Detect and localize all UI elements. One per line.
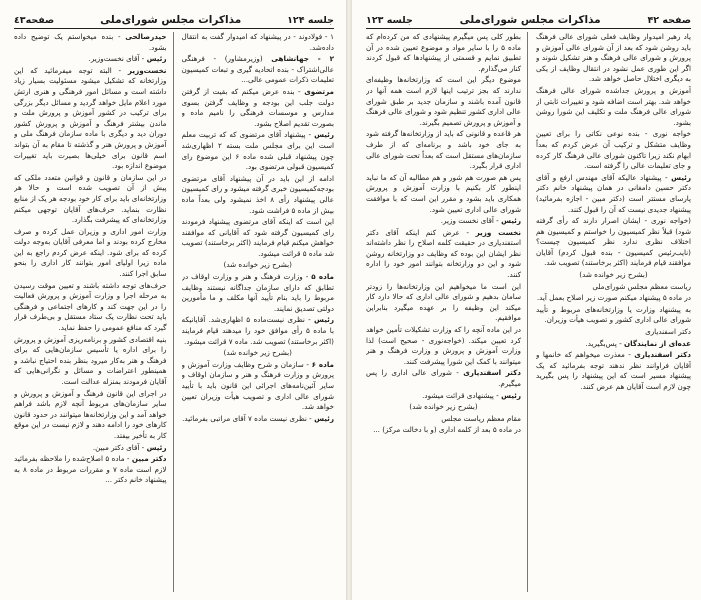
- speech-paragraph: [14, 227, 167, 280]
- paragraph-text: - آقای دکتر مبین.: [92, 442, 145, 452]
- paragraph-text: - آقای نخست‌وزیر.: [88, 54, 145, 64]
- speech-paragraph: [536, 282, 691, 293]
- paragraph-text: خواجه نوری - بنده نوعی نکاتی را برای تعیین وظایف متشکل و ترکیب آن عرض کردم که بعداً ابهام نکند زیرا تاکنون شورای عالی فرهنگ کار کرده و جای تعلیمات عالی را گرفته است.: [536, 129, 691, 171]
- speaker-name: رئیس: [501, 390, 521, 400]
- right-page-number: صفحه ۴۲: [647, 15, 691, 26]
- speech-paragraph: [536, 86, 691, 128]
- paragraph-text: در این ماده آنچه را که وزارت تشکیلات تأمین خواهد کرد تعیین میکند. (خواجه‌نوری - صحیح است) لذا وزارت آموزش و پرورش و وزارت فرهنگ و هنر میتوانند با کمک این شورا پیشرفت کنند.: [366, 325, 521, 366]
- paragraph-text: به پیشنهاد وزارت یا وزارتخانه‌های مربوط و تأیید شورای عالی اداری کشور و تصویب هیأت وزیران.: [536, 304, 691, 325]
- paragraph-text: این است ما میخواهیم این وزارتخانه‌ها را زودتر سامان بدهیم و شورای عالی اداری که حالا دارد کار میکند این وظیفه را بر عهده میگیرد بنابراین موافقیم.: [366, 281, 521, 323]
- left-page-session: جلسه ۱۲۴: [287, 15, 334, 26]
- speech-paragraph: [182, 32, 335, 53]
- paragraph-text: ادامه از این باید در آن پیشنهاد آقای مرتضوی بودجه‌کمیسیون خبری گرفته میشود و رای کمیسیون عالی پیشنهاد رأی ۸ اخذ نمیشود ولی بعداً ماده بیش از ماده ۵ فراشت شود.: [181, 173, 334, 215]
- left-page-right-column: [182, 32, 335, 592]
- speech-paragraph: [366, 216, 521, 227]
- speaker-name: دکتر اسفندیاری: [463, 368, 521, 378]
- speech-paragraph: [182, 217, 335, 259]
- speech-paragraph: [366, 325, 521, 367]
- paragraph-text: ۱ - فولادوند - در پیشنهاد که امیدوار گفت به انتقال داده‌شد.: [181, 32, 334, 52]
- speaker-name: ماده ۶: [311, 359, 334, 369]
- read-aloud-note: [182, 260, 335, 271]
- speaker-name: عده‌ای از نمایندگان: [624, 338, 691, 348]
- speech-paragraph: [182, 54, 335, 86]
- paragraph-text: (بشرح زیر خوانده شد): [223, 260, 292, 270]
- left-page-header: [14, 14, 334, 29]
- speech-paragraph: [536, 350, 691, 392]
- speech-paragraph: [366, 414, 521, 425]
- right-page-left-column: [366, 32, 528, 592]
- speaker-name: مرتضوی: [304, 86, 334, 96]
- speech-paragraph: [182, 315, 335, 347]
- paragraph-text: - نظری نیست‌ماده ۵ اظهاری‌شد. آقایانیکه با ماده ۵ رأی موافق خود را میدهند قیام فرمایند (اکثر برخاستند) تصویب شد. ماده ۷ قرائت میشود.: [181, 315, 334, 346]
- speaker-name: ۲ - جهانشاهی: [271, 54, 334, 64]
- read-aloud-note: [366, 402, 521, 413]
- right-page-title: مذاکرات مجلس شورای‌ملی: [459, 14, 601, 26]
- speech-paragraph: [366, 129, 521, 171]
- left-page-title: مذاکرات مجلس شورای‌ملی: [100, 14, 242, 26]
- paragraph-text: موضوع دیگر این است که وزارتخانه‌ها وظیفه‌ای ندارند که بجز ترتیب اینها لازم است همه آنها در قانون آمده باشند و سازمان جدید بر طبق شورای عالی اداری کشور تنظیم شود و شورای عالی فرهنگ و آموزش و پرورش تصمیم بگیرند.: [366, 75, 521, 127]
- paragraph-text: - آقای نخست وزیر.: [440, 216, 499, 226]
- paragraph-text: - عرض کنم اینکه آقای دکتر استفندیاری در حقیقت کلمه اصلاح را نظر داشته‌اند نظر ایشان این بوده که وظایف دو وزارتخانه روشن شود و این دو وزارتخانه بتوانند امور خود را اداره کنند.: [366, 227, 521, 280]
- speech-paragraph: [14, 173, 167, 226]
- paragraph-text: آموزش و پرورش جداشده شورای عالی فرهنگ خواهد شد. بهتر است اضافه شود و تغییرات ثابتی از شورای عالی فرهنگ ملت و تکلیف این شورا روشن بشود.: [536, 85, 691, 127]
- speech-paragraph: [182, 87, 335, 129]
- speech-paragraph: [536, 305, 691, 326]
- paragraph-text: (بشرح زیر خوانده شد): [409, 402, 478, 412]
- paragraph-text: - نظری نیست ماده ۷ آقای مراتبی بفرمائید.: [182, 413, 312, 423]
- paragraph-text: در این سازمان و قانون و قوانین متعدد ملکی که پیش از آن تصویب شده است و حالا هر وزارتخانه‌ای باید برای کار خود بودجه هر یک از منابع نظارت بنماید. حرف‌های آقایان توجهی میکنم وزارتخانه‌ای که پیشرفت بگذارد.: [14, 172, 167, 225]
- paragraph-text: در ماده ۵ پیشنهاد میکنم صورت زیر اصلاح بعمل آید.: [536, 293, 691, 303]
- paragraph-text: بنیه اقتصادی کشور و برنامه‌ریزی آموزش و پرورش را برای اداره یا تأسیس سازمان‌هایی که برای فرهنگ و هنر به‌کار میرود بنظر بنده احتیاج نباشد و همینطور اعتراضات و مسائل و نگرانی‌هایی که آقایان فرمودند بمنزله عدالت است.: [14, 334, 167, 386]
- read-aloud-note: [182, 348, 335, 359]
- speaker-name: ماده ۵: [311, 272, 334, 282]
- paragraph-text: (بشرح زیر خوانده شد): [223, 348, 292, 358]
- speech-paragraph: [14, 335, 167, 388]
- paragraph-text: (وزیرمشاور) - فرهنگی‌ عالی‌اشتراک - بنده اتحادیه گیری و تبعات کمیسیون‌ تعلیمات ذکرات عمومی عالی...: [181, 54, 334, 85]
- paragraph-text: - سازمان و شرح وظایف وزارت آموزش و پرورش و وزارت فرهنگ و هنر و سازمان اوقاف و سایر آئین‌نامه‌های اجرائی این قانون باید با تأیید شورای عالی اداری و تصویب هیأت وزیران تعیین خواهد شد.: [181, 359, 334, 412]
- speech-paragraph: [536, 129, 691, 171]
- speech-paragraph: [536, 293, 691, 304]
- speech-paragraph: [14, 389, 167, 442]
- left-page-columns: [14, 32, 334, 592]
- speech-paragraph: [536, 339, 691, 350]
- paragraph-text: - البته توجه میفرمائید که این وزارتخانه که تشکیل میشود مسئولیت بسیار زیاد داشته است و مسائل امور فرهنگی و هنری ارتش مورد اعلام مایل خواهد گردید و مسائل دیگر بزرگی برای ترکیب در کشور آموزش و پرورش ملت و ماندن بیشتر فرهنگ و آموزش و پرورش کشور دوران دید و دیگری با ماده سازمان فرهنگ ملی و آموزش و پرورش هنر و گذشته تا مقام به آن بتواند اسم قانون برای خیلی‌ها بصیرت باید تغییرات موضوع اندازه بود.: [14, 65, 167, 171]
- paragraph-text: (خواجه نوری - ایشان اصرار دارند که رأی گرفته شود) قبلاً نظر کمیسیون را خواستم و کمیسیون هم اختلاف نظری ندارد نظر کمیسیون چیست؟ (نایب‌رئیس کمیسیون - بنده قبول کردم) آقایان موافقند قیام فرمایند (اکثر برخاستند) تصویب شد.: [536, 216, 691, 268]
- speech-paragraph: [14, 54, 167, 65]
- paragraph-text: بطور کلی پس میگیرم پیشنهادی که من کرده‌ام که ماده ۵ را با سایر مواد و موضوع تعیین شده در آن تطبیق نمایم و قسمتی از پیشنهادها که قبول کردند کنار می‌گذارم.: [366, 32, 521, 73]
- speaker-name: رئیس: [146, 442, 167, 452]
- paragraph-text: در اجرای این قانون فرهنگ و آموزش و پرورش و سایر سازمان‌های مربوط آنچه لازم باشد فراهم خواهد آمد و این وزارتخانه‌ها میتوانند در حدود قانون کارهای خود را ادامه دهند و لازم نیست در این موقع کار به تأخیر بیفتد.: [14, 388, 167, 440]
- speaker-name: دکتر مبین: [131, 454, 167, 464]
- right-page-header: [366, 14, 691, 29]
- paragraph-text: یاد رهبر امیدوار وظایف فعلی شورای عالی فرهنگ باید روشن شود که بعد از آن شورای عالی آموزش و پرورش و شورای عالی فرهنگ و هنر تشکیل شوند و اگر این طوری عمل نشود در انتقال وظایف از یکی به دیگری اختلال حاصل خواهد شد.: [536, 32, 691, 84]
- speech-paragraph: [366, 173, 521, 215]
- paragraph-text: - پس‌بگیرید.: [585, 338, 622, 348]
- paragraph-text: هر قاعده و قانونی که باید از وزارتخانه‌ها گرفته شود به جای خود باشد و برنامه‌ای که از طرف سازمان‌های مستقل است که بعداً تحت شورای عالی اداری قرار بگیرد.: [366, 129, 521, 171]
- right-page-columns: [366, 32, 691, 592]
- paragraph-text: مقام معظم ریاست مجلس: [441, 413, 521, 423]
- speech-paragraph: [182, 174, 335, 216]
- speech-paragraph: [182, 130, 335, 172]
- speech-paragraph: [366, 75, 521, 128]
- speech-paragraph: [182, 272, 335, 314]
- paragraph-text: ریاست معظم مجلس شورای‌ملی: [592, 281, 691, 291]
- paragraph-text: - وزارت فرهنگ و هنر و وزارت اوقاف در تطابق که دارای سازمان جداگانه نیستند وظایف مربوط را باید بنام تأیید آنها مکلف و ما مأمورین دولتی تصدیق نمایند.: [181, 272, 334, 313]
- speaker-name: نخست وزیر: [475, 227, 521, 237]
- right-page: [352, 0, 701, 600]
- paragraph-text: پس هم صورت هم شور و هم مطالبه آن که ما نباید اینطور کار بکنیم با وزارت آموزش و پرورش همکاری باید بشود و مقرر این است که با موافقت شورای عالی اداری تعیین شود.: [366, 172, 521, 214]
- speech-paragraph: [366, 425, 521, 436]
- left-page-number: صفحه٤٣: [14, 15, 55, 26]
- speech-paragraph: [366, 391, 521, 402]
- paragraph-text: این است که اینکه آقای مرتضوی پیشنهاد فرمودند رای کمیسیون گرفته شود که آقایانی که موافقند خواهش میکنم قیام فرمایند (اکثر برخاستند) تصویب شد ماده ۵ قرائت میشود.: [181, 217, 334, 258]
- paragraph-text: - معذرت میخواهم که خانمها و آقایان فراوانند نظر ندهند توجه بفرمائید که یک پیشنهاد مسیر است که این پیشنهاد را پس بگیرید چون لازم است آقایان هم عرض کنند.: [536, 350, 691, 391]
- speech-paragraph: [182, 360, 335, 413]
- speech-paragraph: [366, 368, 521, 389]
- right-page-session: جلسه ۱۲۳: [366, 15, 413, 26]
- speech-paragraph: [536, 327, 691, 338]
- paragraph-text: وزارت امور اداری و وزیران عمل کرده و صرف مخارج کرده بودند و اما معرفی آقایان به‌وجه دولت کرده که برای شود. اینکه عرض کردم راجع به این ماده زیرا اولیای امور بتوانند کار اداری را بنحو سابق اجرا کنند.: [14, 226, 167, 279]
- paragraph-text: - بنده میخواستم یک توضیح داده بشود.: [14, 32, 167, 52]
- paragraph-text: - پیشنهاد عالیکه آقای مهندس ارفع و آقای دکتر حسین دامغانی در همان پیشنهاد خانم دکتر پارسای مستتر است (دکتر مبین - اجازه بفرمائید) پیشنهاد جدیدی نیست که آن را قبول کنند.: [536, 172, 691, 214]
- speaker-name: رئیس: [501, 216, 521, 226]
- speech-paragraph: [14, 443, 167, 454]
- paragraph-text: - ماده ۵ اصلاح‌شده را ملاحظه بفرمائید لازم است ماده ۷ و مقررات مربوط در ماده ۸ به پیشنهاد خانم دکتر ...: [14, 454, 167, 485]
- speaker-name: دکتر اسفندیاری: [634, 350, 691, 360]
- paragraph-text: (بشرح زیر خوانده شد): [579, 270, 648, 280]
- paragraph-text: در ماده ۵ بعد از کلمه اداری (و با دخالت مرکز) ...: [373, 425, 521, 435]
- speaker-name: رئیس: [314, 413, 334, 423]
- speech-paragraph: [366, 32, 521, 74]
- speech-paragraph: [536, 173, 691, 215]
- speech-paragraph: [536, 216, 691, 269]
- speech-paragraph: [182, 414, 335, 425]
- speech-paragraph: [14, 66, 167, 172]
- paragraph-text: دکتر اسفندیاری: [645, 327, 691, 337]
- speaker-name: رئیس: [314, 315, 334, 325]
- speech-paragraph: [14, 454, 167, 486]
- left-page-left-column: [14, 32, 174, 592]
- left-page: [0, 0, 346, 600]
- speech-paragraph: [14, 281, 167, 334]
- paragraph-text: حرف‌های توجه داشته باشند و تعیین موقت رسیدن به مرحله اجرا و وزارت آموزش و پرورش فعالیت را در این جهت کند و کارهای اجتماعی و فرهنگی باید تحت نظارت یک ستاد مستقل و بی‌طرف قرار گیرد که منافع عمومی را حفظ نماید.: [14, 280, 167, 333]
- speech-paragraph: [536, 32, 691, 85]
- right-page-right-column: [536, 32, 691, 592]
- speaker-name: رئیس: [314, 130, 334, 140]
- speaker-name: رئیس: [671, 172, 691, 182]
- paragraph-text: - پیشنهاد آقای مرتضوی که که تربیت معلم است این برای مجلس ملت بسته ۲ اظهاری‌شد چون پیشنهاد قبلی شده ماده ۶ این موضوع رای کمیسیون قبولی مرتضوی بود.: [181, 130, 334, 172]
- speech-paragraph: [14, 32, 167, 53]
- paragraph-text: - شورای عالی اداری را پس میگیرم.: [366, 368, 521, 388]
- speaker-name: نخست‌وزیر: [127, 65, 167, 75]
- speech-paragraph: [366, 282, 521, 324]
- speaker-name: رئیس: [146, 54, 167, 64]
- paragraph-text: - بنده عرض میکنم که بقیت از گرفتن دولت جلب این بودجه و وظایف گرفتن بسوی مدارس و موسسات فرهنگی را نامیم ماده و بصورت تقدیم اصلاح بشود.: [181, 86, 334, 128]
- paragraph-text: - پیشنهادی قرائت میشود.: [422, 390, 499, 400]
- speaker-name: حیدرصالحی: [125, 32, 167, 41]
- speech-paragraph: [366, 228, 521, 281]
- read-aloud-note: [536, 270, 691, 281]
